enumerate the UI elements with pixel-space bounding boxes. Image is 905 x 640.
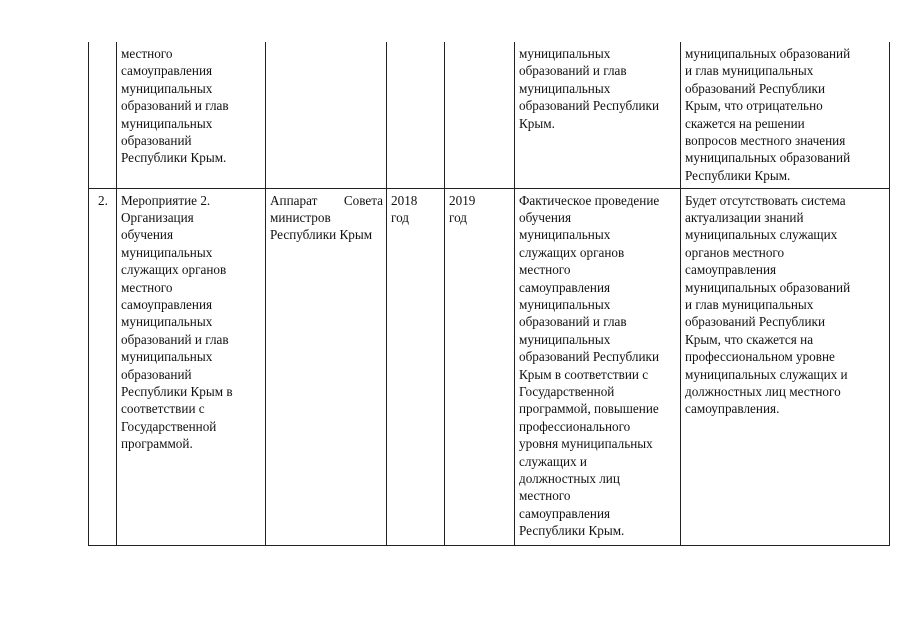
event-cell: Мероприятие 2. Организация обучения муниципальных служащих органов местного самоуправления муниципальных образований и глав муниципальных образований Республики Крым в соответствии с Государственной программой. bbox=[117, 188, 266, 545]
executor-cell: Аппарат Совета министров Республики Крым bbox=[266, 188, 387, 545]
row-number-cell bbox=[89, 42, 117, 188]
measures-table bbox=[88, 42, 890, 546]
start-year-cell: 2018 год bbox=[387, 188, 445, 545]
table-row bbox=[89, 188, 890, 545]
event-cell: местного самоуправления муниципальных образований и глав муниципальных образований Республики Крым. bbox=[117, 42, 266, 188]
executor-cell bbox=[266, 42, 387, 188]
row-number-cell: 2. bbox=[89, 188, 117, 545]
end-year-cell: 2019 год bbox=[445, 188, 515, 545]
end-year-cell bbox=[445, 42, 515, 188]
consequence-cell: Будет отсутствовать система актуализации знаний муниципальных служащих органов местного самоуправления муниципальных образований и глав муниципальных образований Республики Крым, что скажется на профессиональном уровне муниципальных служащих и должностных лиц местного самоуправления. bbox=[681, 188, 890, 545]
expected-result-cell: муниципальных образований и глав муниципальных образований Республики Крым. bbox=[515, 42, 681, 188]
start-year-cell bbox=[387, 42, 445, 188]
expected-result-cell: Фактическое проведение обучения муниципальных служащих органов местного самоуправления муниципальных образований и глав муниципальных образований Республики Крым в соответствии с Государственной программой, повышение профессионального уровня муниципальных служащих и должностных лиц местного самоуправления Республики Крым. bbox=[515, 188, 681, 545]
consequence-cell: муниципальных образований и глав муниципальных образований Республики Крым, что отрицательно скажется на решении вопросов местного значения муниципальных образований Республики Крым. bbox=[681, 42, 890, 188]
table-row bbox=[89, 42, 890, 188]
